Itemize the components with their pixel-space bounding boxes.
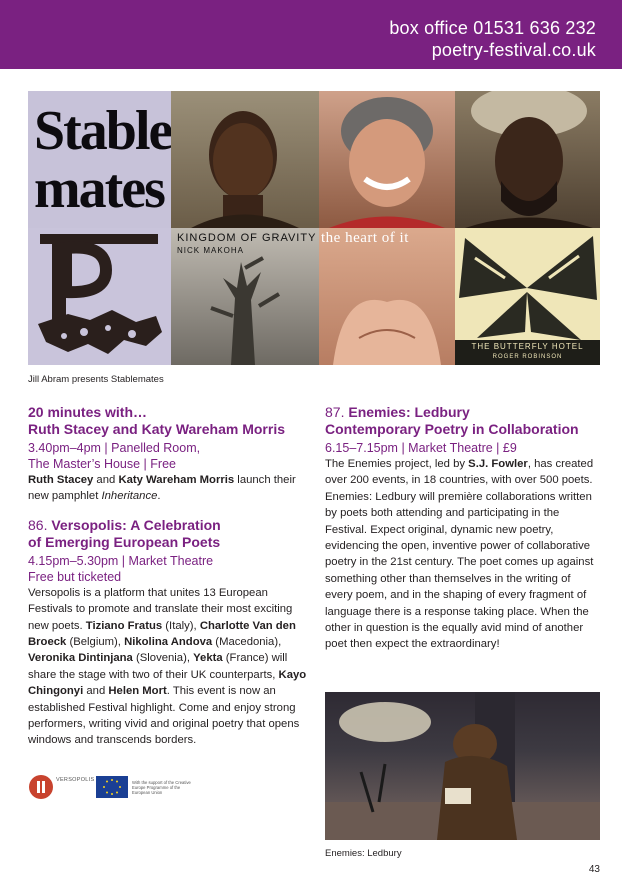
event-20-minutes-meta: 3.40pm–4pm | Panelled Room, The Master’s House | Free xyxy=(28,441,201,471)
kingdom-title: KINGDOM OF GRAVITY xyxy=(177,232,317,244)
event-86-title: 86. Versopolis: A Celebration of Emerging European Poets xyxy=(28,516,221,550)
event-87-title: 87. Enemies: Ledbury Contemporary Poetry in Collaboration xyxy=(325,404,579,437)
stablemates-title-1: Stable xyxy=(34,100,171,162)
stablemates-mosaic xyxy=(28,91,600,365)
event-20-minutes-title: 20 minutes with… Ruth Stacey and Katy Wareham Morris xyxy=(28,404,285,437)
eu-stars-icon xyxy=(96,776,128,798)
versopolis-logo xyxy=(28,774,95,800)
butterfly-hotel-cover xyxy=(455,228,600,365)
left-column xyxy=(28,404,312,749)
kingdom-of-gravity-cover xyxy=(171,228,319,365)
website-url[interactable]: poetry-festival.co.uk xyxy=(431,40,596,60)
page-header xyxy=(0,0,622,69)
event-86-description: Versopolis is a platform that unites 13 European Festivals to promote and translate their most exciting new poets. Tiziano Fratus (Italy), Charlotte Van den Broeck (Belgium), Nikolina Andova (Macedonia), Veronika Dintinjana (Slovenia), Yekta (France) will share the stage with two of their UK counterparts, Kayo Chingonyi and Helen Mort. This event is now an established Festival highlight. Come and enjoy strong performers, writing vivid and original poetry that opens windows and transcends borders. xyxy=(28,586,307,747)
kingdom-author: NICK MAKOHA xyxy=(177,246,245,255)
event-87-meta: 6.15–7.15pm | Market Theatre | £9 xyxy=(325,441,517,455)
enemies-ledbury-photo xyxy=(325,692,600,840)
poet-portrait-3 xyxy=(455,91,600,228)
heart-of-it-title: the heart of it xyxy=(321,230,409,246)
right-column xyxy=(325,404,601,653)
poet-portrait-1 xyxy=(171,91,319,228)
stablemates-cover-bottom xyxy=(28,228,171,365)
horse-logo-icon xyxy=(28,228,171,365)
heart-of-it-cover xyxy=(319,228,455,365)
stablemates-title-2: mates xyxy=(34,158,164,220)
photo-caption: Enemies: Ledbury xyxy=(325,848,402,859)
versopolis-logo-text: VERSOPOLIS xyxy=(56,777,95,783)
mosaic-caption: Jill Abram presents Stablemates xyxy=(28,374,164,385)
event-87-description: The Enemies project, led by S.J. Fowler, has created over 200 events, in 18 countries, with over 500 poets. Enemies: Ledbury will première collaborations written by poets both attending and participating in the Festival. Expect original, dynamic new poetry, evidencing the open, inventive power of collaborative poetry in the 21st century. The poet comes up against something other than themselves in the writing of every poem, and in the shaping of every fragment of language there is a response taking place. When the other in question is the equally avid mind of another poet then expect the extraordinary! xyxy=(325,458,594,651)
page-number: 43 xyxy=(588,864,600,875)
eu-support-text: With the support of the Creative Europe Programme of the European Union xyxy=(132,780,191,795)
butterfly-hotel-title: THE BUTTERFLY HOTEL xyxy=(471,342,584,351)
poet-portrait-2 xyxy=(319,91,455,228)
butterfly-hotel-author: ROGER ROBINSON xyxy=(492,354,563,360)
versopolis-emblem-icon xyxy=(28,774,54,800)
box-office-phone: box office 01531 636 232 xyxy=(389,18,596,38)
eu-logo xyxy=(96,776,128,798)
stablemates-cover-top xyxy=(28,91,171,228)
event-20-minutes-description: Ruth Stacey and Katy Wareham Morris launch their new pamphlet Inheritance. xyxy=(28,474,296,503)
event-86-meta: 4.15pm–5.30pm | Market Theatre Free but ticketed xyxy=(28,553,214,584)
